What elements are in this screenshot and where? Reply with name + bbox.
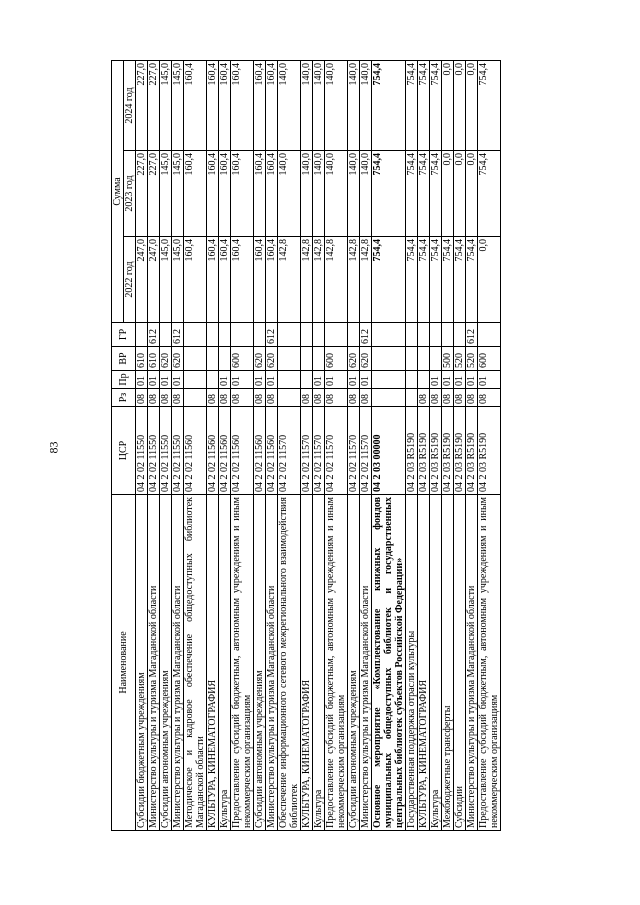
- cell-2024: 160,4: [207, 61, 219, 151]
- cell-2022: 247,0: [136, 237, 148, 323]
- header-2022: 2022 год: [124, 237, 136, 323]
- cell-gr: [418, 323, 430, 347]
- cell-rz: 08: [478, 389, 501, 407]
- table-row: [360, 61, 372, 831]
- cell-name: КУЛЬТУРА, КИНЕМАТОГРАФИЯ: [207, 495, 219, 831]
- cell-pr: 01: [254, 371, 266, 389]
- table-row: [266, 61, 278, 831]
- cell-vr: [207, 347, 219, 371]
- cell-gr: [478, 323, 501, 347]
- cell-rz: 08: [266, 389, 278, 407]
- cell-rz: 08: [172, 389, 184, 407]
- cell-2024: 140,0: [313, 61, 325, 151]
- cell-2024: 140,0: [325, 61, 348, 151]
- cell-2023: 140,0: [301, 151, 313, 237]
- cell-pr: 01: [478, 371, 501, 389]
- cell-csr: 04 2 03 00000: [372, 407, 406, 495]
- cell-2023: 160,4: [266, 151, 278, 237]
- cell-2024: 754,4: [478, 61, 501, 151]
- cell-csr: 04 2 02 11570: [301, 407, 313, 495]
- cell-2022: 142,8: [313, 237, 325, 323]
- cell-vr: 620: [160, 347, 172, 371]
- cell-rz: 08: [325, 389, 348, 407]
- cell-pr: [184, 371, 207, 389]
- cell-rz: 08: [301, 389, 313, 407]
- cell-vr: 520: [466, 347, 478, 371]
- cell-2023: 140,0: [348, 151, 360, 237]
- cell-csr: 04 2 02 11570: [360, 407, 372, 495]
- cell-pr: 01: [348, 371, 360, 389]
- cell-gr: [406, 323, 418, 347]
- cell-2024: 145,0: [172, 61, 184, 151]
- cell-pr: 01: [148, 371, 160, 389]
- cell-2024: 160,4: [219, 61, 231, 151]
- cell-gr: [136, 323, 148, 347]
- cell-csr: 04 2 03 R5190: [454, 407, 466, 495]
- cell-name: Культура: [219, 495, 231, 831]
- cell-2022: 247,0: [148, 237, 160, 323]
- cell-csr: 04 2 02 11570: [313, 407, 325, 495]
- cell-vr: [418, 347, 430, 371]
- cell-2023: 160,4: [184, 151, 207, 237]
- cell-name: Межбюджетные трансферты: [442, 495, 454, 831]
- cell-rz: [406, 389, 418, 407]
- budget-table: [111, 60, 501, 831]
- header-gr: ГР: [112, 323, 136, 347]
- cell-2022: 142,8: [325, 237, 348, 323]
- cell-2023: 160,4: [207, 151, 219, 237]
- header-2024: 2024 год: [124, 61, 136, 151]
- cell-rz: 08: [360, 389, 372, 407]
- cell-2024: 754,4: [430, 61, 442, 151]
- page-number: 83: [46, 441, 61, 454]
- cell-name: Культура: [313, 495, 325, 831]
- cell-name: Предоставление субсидий бюджетным, автономным учреждениям и иным некоммерческим организациям: [231, 495, 254, 831]
- cell-vr: 600: [231, 347, 254, 371]
- table-row: [207, 61, 219, 831]
- cell-rz: 08: [466, 389, 478, 407]
- cell-csr: 04 2 02 11560: [266, 407, 278, 495]
- table-row: [254, 61, 266, 831]
- cell-2023: 754,4: [430, 151, 442, 237]
- cell-vr: [184, 347, 207, 371]
- cell-2022: 142,8: [301, 237, 313, 323]
- cell-vr: 620: [360, 347, 372, 371]
- cell-csr: 04 2 02 11550: [148, 407, 160, 495]
- table-row: [348, 61, 360, 831]
- cell-pr: 01: [172, 371, 184, 389]
- cell-2022: 754,4: [406, 237, 418, 323]
- cell-csr: 04 2 03 R5190: [442, 407, 454, 495]
- cell-pr: 01: [219, 371, 231, 389]
- table-row: [418, 61, 430, 831]
- cell-name: Основное мероприятие «Комплектование книжных фондов муниципальных общедоступных библиотек и государственных центральных библиотек субъектов Российской Федерации»: [372, 495, 406, 831]
- cell-csr: 04 2 02 11560: [219, 407, 231, 495]
- cell-vr: [301, 347, 313, 371]
- cell-name: КУЛЬТУРА, КИНЕМАТОГРАФИЯ: [301, 495, 313, 831]
- cell-pr: 01: [360, 371, 372, 389]
- cell-2023: 227,0: [136, 151, 148, 237]
- cell-2023: 754,4: [418, 151, 430, 237]
- cell-name: Субсидии бюджетным учреждениям: [136, 495, 148, 831]
- header-csr: ЦСР: [112, 407, 136, 495]
- cell-2024: 160,4: [254, 61, 266, 151]
- cell-gr: 612: [148, 323, 160, 347]
- cell-pr: 01: [454, 371, 466, 389]
- cell-rz: [184, 389, 207, 407]
- cell-rz: 08: [231, 389, 254, 407]
- header-vr: ВР: [112, 347, 136, 371]
- cell-name: Субсидии автономным учреждениям: [254, 495, 266, 831]
- cell-vr: [313, 347, 325, 371]
- cell-2023: 754,4: [372, 151, 406, 237]
- cell-2022: 142,8: [348, 237, 360, 323]
- cell-csr: 04 2 02 11550: [160, 407, 172, 495]
- cell-pr: 01: [313, 371, 325, 389]
- cell-2024: 0,0: [466, 61, 478, 151]
- cell-name: Субсидии автономным учреждениям: [160, 495, 172, 831]
- cell-name: Предоставление субсидий бюджетным, автономным учреждениям и иным некоммерческим организациям: [325, 495, 348, 831]
- cell-rz: 08: [442, 389, 454, 407]
- cell-gr: 612: [466, 323, 478, 347]
- header-name: Наименование: [112, 495, 136, 831]
- table-row: [466, 61, 478, 831]
- cell-pr: [278, 371, 301, 389]
- cell-2024: 754,4: [406, 61, 418, 151]
- cell-gr: [254, 323, 266, 347]
- cell-2022: 160,4: [219, 237, 231, 323]
- cell-rz: 08: [430, 389, 442, 407]
- cell-2022: 160,4: [254, 237, 266, 323]
- cell-rz: 08: [418, 389, 430, 407]
- table-header: [112, 61, 136, 831]
- cell-rz: 08: [454, 389, 466, 407]
- cell-gr: [231, 323, 254, 347]
- header-pr: Пр: [112, 371, 136, 389]
- cell-vr: 610: [136, 347, 148, 371]
- cell-gr: [430, 323, 442, 347]
- cell-2023: 140,0: [278, 151, 301, 237]
- cell-rz: 08: [136, 389, 148, 407]
- header-rz: Рз: [112, 389, 136, 407]
- cell-vr: 620: [254, 347, 266, 371]
- cell-csr: 04 2 03 R5190: [430, 407, 442, 495]
- cell-2022: 754,4: [442, 237, 454, 323]
- cell-gr: [184, 323, 207, 347]
- cell-2024: 754,4: [418, 61, 430, 151]
- cell-2022: 142,8: [278, 237, 301, 323]
- cell-rz: 08: [219, 389, 231, 407]
- cell-vr: [406, 347, 418, 371]
- cell-csr: 04 2 02 11550: [136, 407, 148, 495]
- cell-gr: [313, 323, 325, 347]
- cell-pr: 01: [430, 371, 442, 389]
- cell-2022: 754,4: [418, 237, 430, 323]
- table-body: [136, 61, 501, 831]
- cell-name: Субсидии автономным учреждениям: [348, 495, 360, 831]
- cell-2024: 140,0: [278, 61, 301, 151]
- cell-pr: 01: [266, 371, 278, 389]
- cell-gr: [442, 323, 454, 347]
- cell-2022: 160,4: [231, 237, 254, 323]
- cell-2024: 227,0: [136, 61, 148, 151]
- cell-name: Методическое и кадровое обеспечение общедоступных библиотек Магаданской области: [184, 495, 207, 831]
- cell-2022: 754,4: [372, 237, 406, 323]
- cell-csr: 04 2 02 11570: [278, 407, 301, 495]
- cell-2023: 140,0: [360, 151, 372, 237]
- cell-pr: [301, 371, 313, 389]
- cell-gr: [301, 323, 313, 347]
- header-2023: 2023 год: [124, 151, 136, 237]
- cell-rz: [372, 389, 406, 407]
- cell-pr: [207, 371, 219, 389]
- cell-2022: 142,8: [360, 237, 372, 323]
- header-sum: Сумма: [112, 61, 124, 323]
- cell-2023: 160,4: [254, 151, 266, 237]
- cell-2022: 145,0: [172, 237, 184, 323]
- cell-name: Субсидии: [454, 495, 466, 831]
- cell-vr: 520: [454, 347, 466, 371]
- cell-csr: 04 2 02 11560: [231, 407, 254, 495]
- cell-name: Государственная поддержка отрасли культуры: [406, 495, 418, 831]
- cell-2024: 227,0: [148, 61, 160, 151]
- cell-2024: 145,0: [160, 61, 172, 151]
- table-row: [148, 61, 160, 831]
- cell-vr: [219, 347, 231, 371]
- table-row: [184, 61, 207, 831]
- cell-vr: 620: [348, 347, 360, 371]
- cell-2024: 140,0: [348, 61, 360, 151]
- cell-2023: 160,4: [231, 151, 254, 237]
- table-row: [372, 61, 406, 831]
- cell-pr: 01: [136, 371, 148, 389]
- cell-2024: 0,0: [454, 61, 466, 151]
- cell-vr: [372, 347, 406, 371]
- cell-gr: [207, 323, 219, 347]
- cell-pr: [372, 371, 406, 389]
- cell-2022: 754,4: [466, 237, 478, 323]
- table-row: [231, 61, 254, 831]
- table-row: [478, 61, 501, 831]
- cell-pr: [406, 371, 418, 389]
- cell-gr: [219, 323, 231, 347]
- cell-vr: 600: [478, 347, 501, 371]
- cell-pr: 01: [160, 371, 172, 389]
- cell-name: Культура: [430, 495, 442, 831]
- cell-pr: 01: [325, 371, 348, 389]
- cell-gr: [278, 323, 301, 347]
- cell-2023: 0,0: [454, 151, 466, 237]
- cell-csr: 04 2 03 R5190: [466, 407, 478, 495]
- cell-rz: 08: [160, 389, 172, 407]
- cell-rz: 08: [254, 389, 266, 407]
- cell-2022: 145,0: [160, 237, 172, 323]
- cell-pr: 01: [466, 371, 478, 389]
- cell-2023: 140,0: [313, 151, 325, 237]
- cell-2023: 145,0: [172, 151, 184, 237]
- cell-pr: [418, 371, 430, 389]
- cell-name: Министерство культуры и туризма Магаданской области: [466, 495, 478, 831]
- table-row: [136, 61, 148, 831]
- cell-2023: 140,0: [325, 151, 348, 237]
- cell-pr: 01: [231, 371, 254, 389]
- cell-2022: 754,4: [430, 237, 442, 323]
- cell-2024: 140,0: [360, 61, 372, 151]
- table-row: [301, 61, 313, 831]
- cell-gr: [372, 323, 406, 347]
- cell-rz: [278, 389, 301, 407]
- cell-2024: 140,0: [301, 61, 313, 151]
- cell-gr: 612: [360, 323, 372, 347]
- cell-2024: 160,4: [231, 61, 254, 151]
- cell-rz: 08: [148, 389, 160, 407]
- cell-name: КУЛЬТУРА, КИНЕМАТОГРАФИЯ: [418, 495, 430, 831]
- cell-rz: 08: [348, 389, 360, 407]
- cell-name: Министерство культуры и туризма Магаданской области: [266, 495, 278, 831]
- cell-2024: 754,4: [372, 61, 406, 151]
- cell-2023: 145,0: [160, 151, 172, 237]
- cell-vr: 620: [266, 347, 278, 371]
- cell-2022: 160,4: [184, 237, 207, 323]
- cell-2023: 0,0: [466, 151, 478, 237]
- cell-2024: 0,0: [442, 61, 454, 151]
- cell-gr: [348, 323, 360, 347]
- cell-csr: 04 2 02 11560: [254, 407, 266, 495]
- cell-vr: 500: [442, 347, 454, 371]
- cell-vr: [278, 347, 301, 371]
- cell-pr: 01: [442, 371, 454, 389]
- table-row: [219, 61, 231, 831]
- cell-vr: 620: [172, 347, 184, 371]
- cell-csr: 04 2 03 R5190: [406, 407, 418, 495]
- cell-csr: 04 2 02 11570: [348, 407, 360, 495]
- cell-2023: 754,4: [406, 151, 418, 237]
- cell-2022: 0,0: [478, 237, 501, 323]
- table-row: [313, 61, 325, 831]
- cell-csr: 04 2 02 11560: [184, 407, 207, 495]
- cell-csr: 04 2 02 11570: [325, 407, 348, 495]
- table-row: [454, 61, 466, 831]
- cell-csr: 04 2 02 11550: [172, 407, 184, 495]
- cell-2023: 227,0: [148, 151, 160, 237]
- cell-name: Предоставление субсидий бюджетным, автономным учреждениям и иным некоммерческим организациям: [478, 495, 501, 831]
- table-row: [160, 61, 172, 831]
- cell-csr: 04 2 02 11560: [207, 407, 219, 495]
- cell-gr: [325, 323, 348, 347]
- cell-2022: 160,4: [266, 237, 278, 323]
- cell-name: Министерство культуры и туризма Магаданской области: [172, 495, 184, 831]
- table-row: [406, 61, 418, 831]
- cell-2023: 0,0: [442, 151, 454, 237]
- table-row: [430, 61, 442, 831]
- table-row: [325, 61, 348, 831]
- cell-csr: 04 2 03 R5190: [418, 407, 430, 495]
- cell-rz: 08: [207, 389, 219, 407]
- cell-rz: 08: [313, 389, 325, 407]
- cell-name: Министерство культуры и туризма Магаданской области: [360, 495, 372, 831]
- cell-csr: 04 2 03 R5190: [478, 407, 501, 495]
- cell-vr: 600: [325, 347, 348, 371]
- table-row: [442, 61, 454, 831]
- cell-gr: 612: [172, 323, 184, 347]
- cell-2024: 160,4: [184, 61, 207, 151]
- cell-2024: 160,4: [266, 61, 278, 151]
- table-row: [278, 61, 301, 831]
- cell-name: Обеспечение информационного сетевого межрегионального взаимодействия библиотек: [278, 495, 301, 831]
- cell-gr: [160, 323, 172, 347]
- cell-vr: [430, 347, 442, 371]
- cell-2023: 160,4: [219, 151, 231, 237]
- cell-2022: 160,4: [207, 237, 219, 323]
- cell-vr: 610: [148, 347, 160, 371]
- rotated-budget-table-page: [111, 61, 582, 831]
- cell-gr: [454, 323, 466, 347]
- cell-2023: 754,4: [478, 151, 501, 237]
- cell-2022: 754,4: [454, 237, 466, 323]
- cell-gr: 612: [266, 323, 278, 347]
- table-row: [172, 61, 184, 831]
- cell-name: Министерство культуры и туризма Магаданской области: [148, 495, 160, 831]
